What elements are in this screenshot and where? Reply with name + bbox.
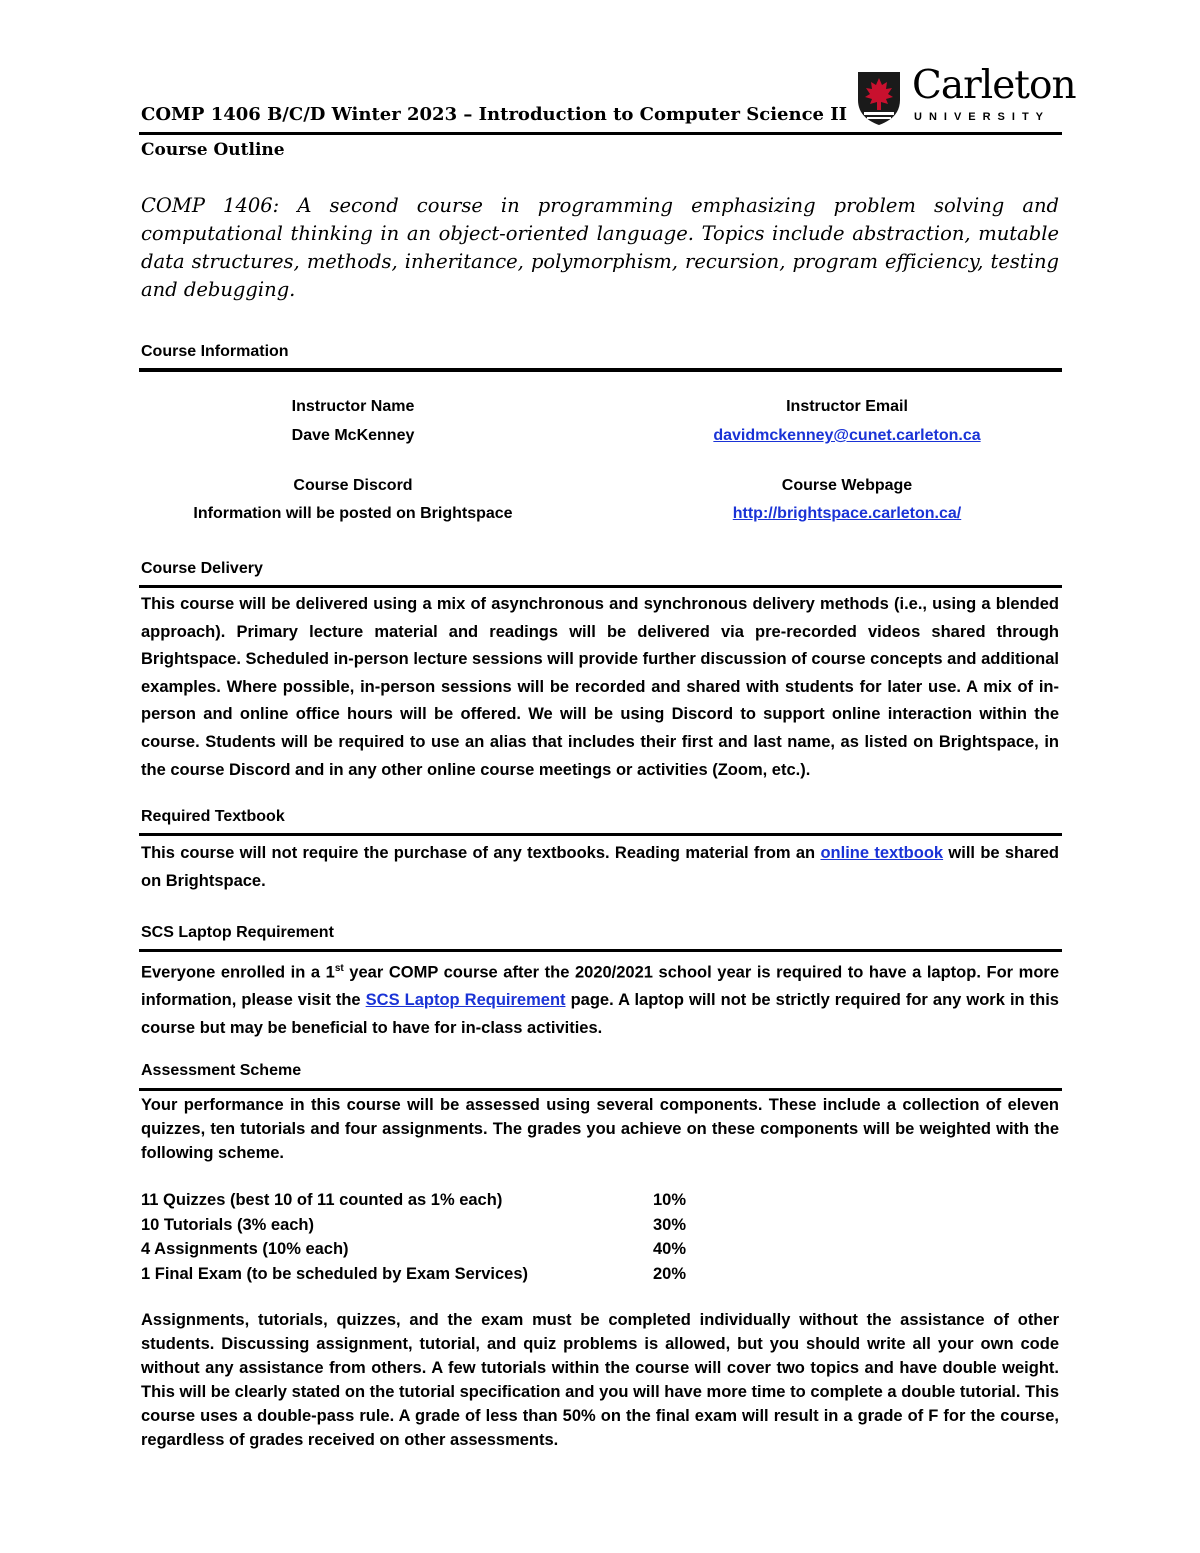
- assessment-row: [141, 1262, 741, 1287]
- course-information-rule: [139, 368, 1062, 372]
- laptop-requirement-body: [141, 955, 1059, 1042]
- laptop-requirement-rule: [139, 949, 1062, 952]
- assessment-item-label: 1 Final Exam (to be scheduled by Exam Services): [141, 1264, 528, 1283]
- required-textbook-body: [141, 839, 1059, 895]
- course-discord-label: Course Discord: [293, 477, 413, 494]
- course-webpage-link[interactable]: http://brightspace.carleton.ca/: [732, 505, 962, 522]
- course-delivery-heading: Course Delivery: [141, 560, 263, 577]
- instructor-email[interactable]: davidmckenney@cunet.carleton.ca: [713, 427, 981, 444]
- title-rule: [139, 132, 1062, 135]
- assessment-item-weight: 40%: [653, 1240, 687, 1258]
- laptop-text-3: page. A laptop will not be strictly required for any work in this course but may be beneficial to have for in-class activities.: [141, 991, 1059, 1037]
- course-webpage-label: Course Webpage: [781, 477, 913, 494]
- assessment-scheme-rule: [139, 1088, 1062, 1091]
- outline-label: Course Outline: [141, 140, 285, 160]
- carleton-logo: [856, 63, 1076, 128]
- instructor-email-label: Instructor Email: [786, 398, 908, 415]
- course-webpage-link-wrap[interactable]: [634, 505, 1060, 523]
- logo-wordmark: Carleton: [912, 63, 1076, 108]
- textbook-text-after: will be shared on Brightspace.: [141, 844, 1059, 890]
- logo-subtitle: UNIVERSITY: [914, 111, 1051, 123]
- assessment-intro: Your performance in this course will be assessed using several components. These include a collection of eleven quizzes, ten tutorials and four assignments. The grades you achieve on these components will be weighted with the following scheme.: [141, 1096, 1059, 1162]
- assessment-item-label: 10 Tutorials (3% each): [141, 1215, 315, 1234]
- required-textbook-rule: [139, 833, 1062, 836]
- required-textbook-heading: Required Textbook: [141, 808, 285, 825]
- course-description: COMP 1406: A second course in programming emphasizing problem solving and computational thinking in an object-oriented language. Topics include abstraction, mutable data structures, methods, inheritance, polymorphism, recursion, program efficiency, testing and debugging.: [141, 194, 1059, 301]
- course-delivery-rule: [139, 585, 1062, 588]
- assessment-row: [141, 1237, 741, 1262]
- instructor-email-link[interactable]: [634, 427, 1060, 445]
- assessment-table: [141, 1188, 741, 1286]
- course-information-heading: Course Information: [141, 343, 289, 360]
- assessment-item-weight: 30%: [653, 1215, 687, 1234]
- assessment-row: [141, 1188, 741, 1213]
- instructor-name-label: Instructor Name: [291, 398, 415, 415]
- assessment-item-weight: 20%: [653, 1264, 687, 1283]
- course-delivery-body: This course will be delivered using a mix of asynchronous and synchronous delivery methods (i.e., using a blended approach). Primary lecture material and readings will be delivered via pre-recorded videos shared through Brightspace. Scheduled in-person lecture sessions will provide further discussion of course concepts and additional examples. Where possible, in-person sessions will be recorded and shared with students for later use. A mix of in-person and online office hours will be offered. We will be using Discord to support online interaction within the course. Students will be required to use an alias that includes their first and last name, as listed on Brightspace, in the course Discord and in any other online course meetings or activities (Zoom, etc.).: [141, 595, 1059, 779]
- laptop-text-1: Everyone enrolled in a 1: [141, 963, 335, 982]
- assessment-policy: Assignments, tutorials, quizzes, and the exam must be completed individually without the assistance of other students. Discussing assignment, tutorial, and quiz problems is allowed, but you should write all your own code without any assistance from others. A few tutorials within the course will cover two topics and have double weight. This will be clearly stated on the tutorial specification and you will have more time to complete a double tutorial. This course uses a double-pass rule. A grade of less than 50% on the final exam will result in a grade of F for the course, regardless of grades received on other assessments.: [141, 1311, 1059, 1449]
- assessment-scheme-heading: Assessment Scheme: [141, 1062, 302, 1079]
- course-discord-value: Information will be posted on Brightspace: [193, 505, 513, 522]
- textbook-text-before: This course will not require the purchase of any textbooks. Reading material from an: [141, 844, 821, 862]
- assessment-item-label: 11 Quizzes (best 10 of 11 counted as 1% each): [141, 1191, 503, 1209]
- online-textbook-link[interactable]: online textbook: [820, 844, 944, 862]
- carleton-shield-icon: [856, 70, 902, 126]
- assessment-item-label: 4 Assignments (10% each): [141, 1240, 349, 1258]
- assessment-row: [141, 1213, 741, 1238]
- laptop-superscript: st: [334, 963, 344, 974]
- assessment-item-weight: 10%: [653, 1191, 687, 1209]
- scs-laptop-requirement-link[interactable]: SCS Laptop Requirement: [365, 991, 566, 1010]
- instructor-name: Dave McKenney: [291, 427, 415, 444]
- document-title: COMP 1406 B/C/D Winter 2023 – Introduction to Computer Science II: [141, 104, 848, 125]
- laptop-requirement-heading: SCS Laptop Requirement: [141, 924, 334, 941]
- laptop-text-2: year COMP course after the 2020/2021 school year is required to have a laptop. For more information, please visit the: [141, 963, 1059, 1010]
